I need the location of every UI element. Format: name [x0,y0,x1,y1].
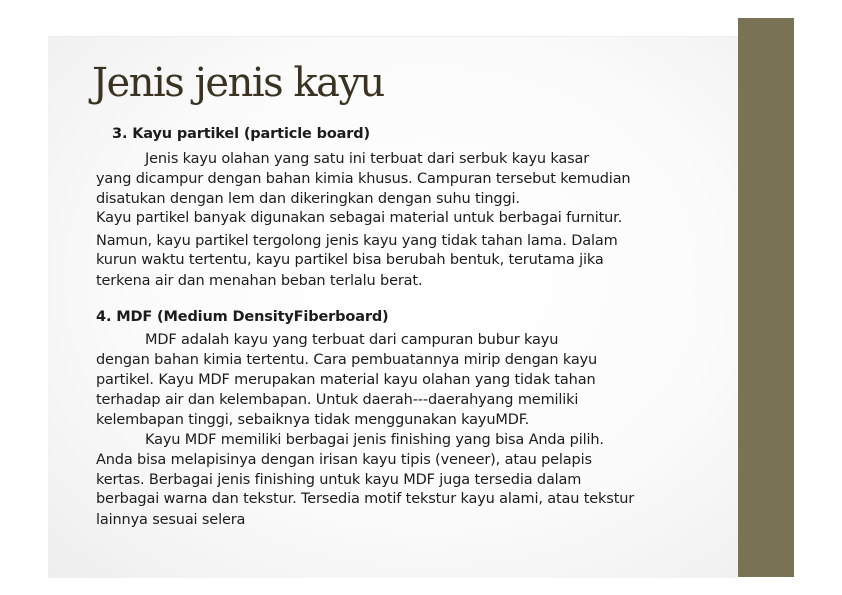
paragraph-line: Jenis kayu olahan yang satu ini terbuat dari serbuk kayu kasar [145,151,590,167]
paragraph-line: Anda bisa melapisinya dengan irisan kayu tipis (veneer), atau pelapis [96,452,592,468]
paragraph-line: kurun waktu tertentu, kayu partikel bisa berubah bentuk, terutama jika [96,252,604,268]
paragraph-line: disatukan dengan lem dan dikeringkan dengan suhu tinggi. [96,191,520,207]
section-heading-mdf: 4. MDF (Medium DensityFiberboard) [96,309,389,325]
paragraph-line: partikel. Kayu MDF merupakan material kayu olahan yang tidak tahan [96,372,596,388]
paragraph-line: MDF adalah kayu yang terbuat dari campuran bubur kayu [145,332,559,348]
paragraph-line: Namun, kayu partikel tergolong jenis kayu yang tidak tahan lama. Dalam [96,233,618,249]
paragraph-line: terhadap air dan kelembapan. Untuk daerah---daerahyang memiliki [96,392,579,408]
paragraph-line: yang dicampur dengan bahan kimia khusus. Campuran tersebut kemudian [96,171,631,187]
paragraph-line: berbagai warna dan tekstur. Tersedia motif tekstur kayu alami, atau tekstur [96,491,635,507]
section-heading-particle-board: 3. Kayu partikel (particle board) [112,126,370,142]
paragraph-line: Kayu partikel banyak digunakan sebagai material untuk berbagai furnitur. [96,210,623,226]
paragraph-line: Kayu MDF memiliki berbagai jenis finishing yang bisa Anda pilih. [145,432,604,448]
slide-title: Jenis jenis kayu [92,60,384,106]
paragraph-line: kelembapan tinggi, sebaiknya tidak menggunakan kayuMDF. [96,412,530,428]
paragraph-line: dengan bahan kimia tertentu. Cara pembuatannya mirip dengan kayu [96,352,598,368]
paragraph-line: terkena air dan menahan beban terlalu berat. [96,273,423,289]
paragraph-line: lainnya sesuai selera [96,512,246,528]
paragraph-line: kertas. Berbagai jenis finishing untuk kayu MDF juga tersedia dalam [96,472,582,488]
